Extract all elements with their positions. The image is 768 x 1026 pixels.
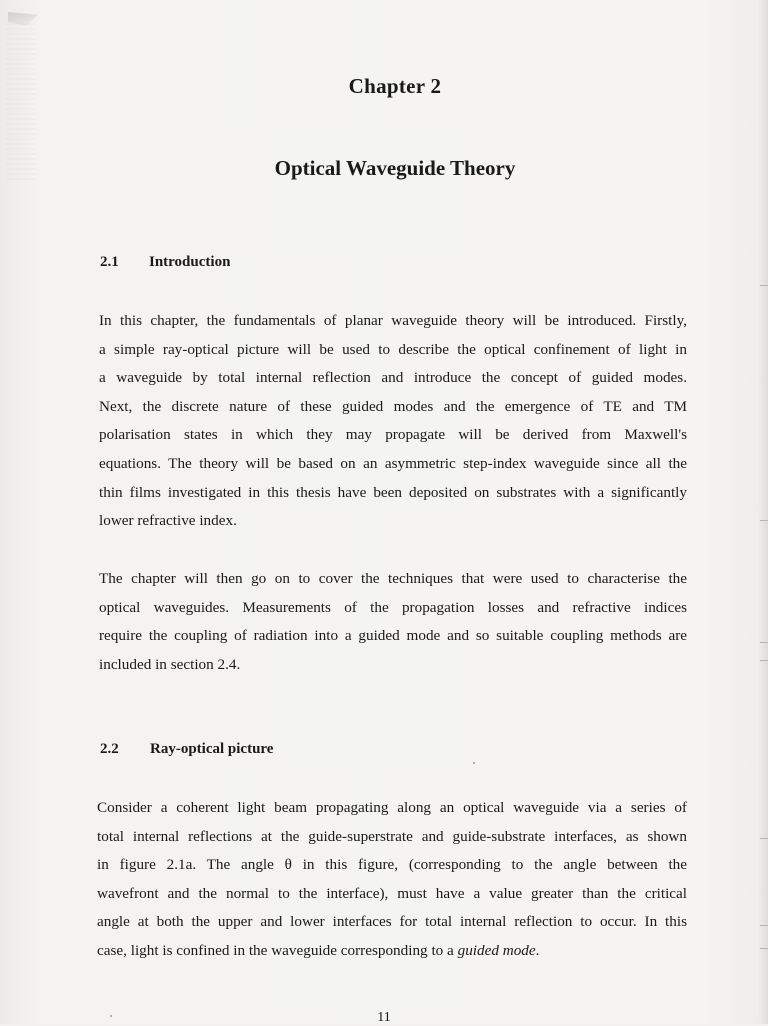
text-line: included in section 2.4. bbox=[99, 655, 241, 673]
scan-speck bbox=[473, 762, 475, 764]
text-run: . bbox=[535, 941, 540, 959]
text-run: case, light is confined in the waveguide corresponding to a bbox=[97, 941, 458, 959]
section-heading-2-2 bbox=[100, 741, 273, 758]
text-line: equations. The theory will be based on an asymmetric step-index waveguide since all the bbox=[99, 454, 687, 472]
chapter-title: Optical Waveguide Theory bbox=[274, 156, 516, 180]
chapter-number: Chapter 2 bbox=[348, 74, 442, 98]
text-line: polarisation states in which they may propagate will be derived from Maxwell's bbox=[99, 426, 687, 444]
text-line: total internal reflections at the guide-superstrate and guide-substrate interfaces, as shown bbox=[97, 827, 687, 845]
paragraph-intro-2 bbox=[99, 565, 687, 679]
text-line: optical waveguides. Measurements of the propagation losses and refractive indices bbox=[99, 598, 687, 616]
text-line: angle at both the upper and lower interfaces for total internal reflection to occur. In this bbox=[97, 913, 687, 931]
section-title: Introduction bbox=[149, 254, 231, 270]
text-line: require the coupling of radiation into a guided mode and so suitable coupling methods are bbox=[99, 627, 687, 645]
page-number: 11 bbox=[377, 1010, 391, 1025]
text-line: in figure 2.1a. The angle θ in this figure, (corresponding to the angle between the bbox=[97, 856, 687, 874]
text-line: a simple ray-optical picture will be used to describe the optical confinement of light in bbox=[99, 340, 687, 358]
text-line: The chapter will then go on to cover the techniques that were used to characterise the bbox=[99, 570, 687, 587]
paragraph-intro-1 bbox=[99, 307, 687, 536]
text-line: thin films investigated in this thesis have been deposited on substrates with a significantly bbox=[99, 483, 687, 501]
section-number: 2.2 bbox=[100, 741, 119, 757]
section-heading-2-1 bbox=[100, 254, 230, 271]
text-line: In this chapter, the fundamentals of planar waveguide theory will be introduced. Firstly, bbox=[99, 312, 687, 329]
emphasis-guided-mode: guided mode bbox=[457, 941, 536, 959]
paragraph-ray-optical bbox=[97, 794, 687, 966]
section-number: 2.1 bbox=[100, 254, 119, 270]
text-line-last bbox=[97, 937, 687, 966]
text-line: Consider a coherent light beam propagating along an optical waveguide via a series of bbox=[97, 799, 687, 816]
section-title: Ray-optical picture bbox=[150, 741, 274, 757]
text-line: Next, the discrete nature of these guided modes and the emergence of TE and TM bbox=[99, 397, 687, 415]
text-line: lower refractive index. bbox=[99, 512, 237, 530]
text-line: wavefront and the normal to the interface), must have a value greater than the critical bbox=[97, 884, 687, 902]
text-line: a waveguide by total internal reflection and introduce the concept of guided modes. bbox=[99, 369, 687, 387]
scan-artifact-right-edge bbox=[758, 0, 768, 1024]
